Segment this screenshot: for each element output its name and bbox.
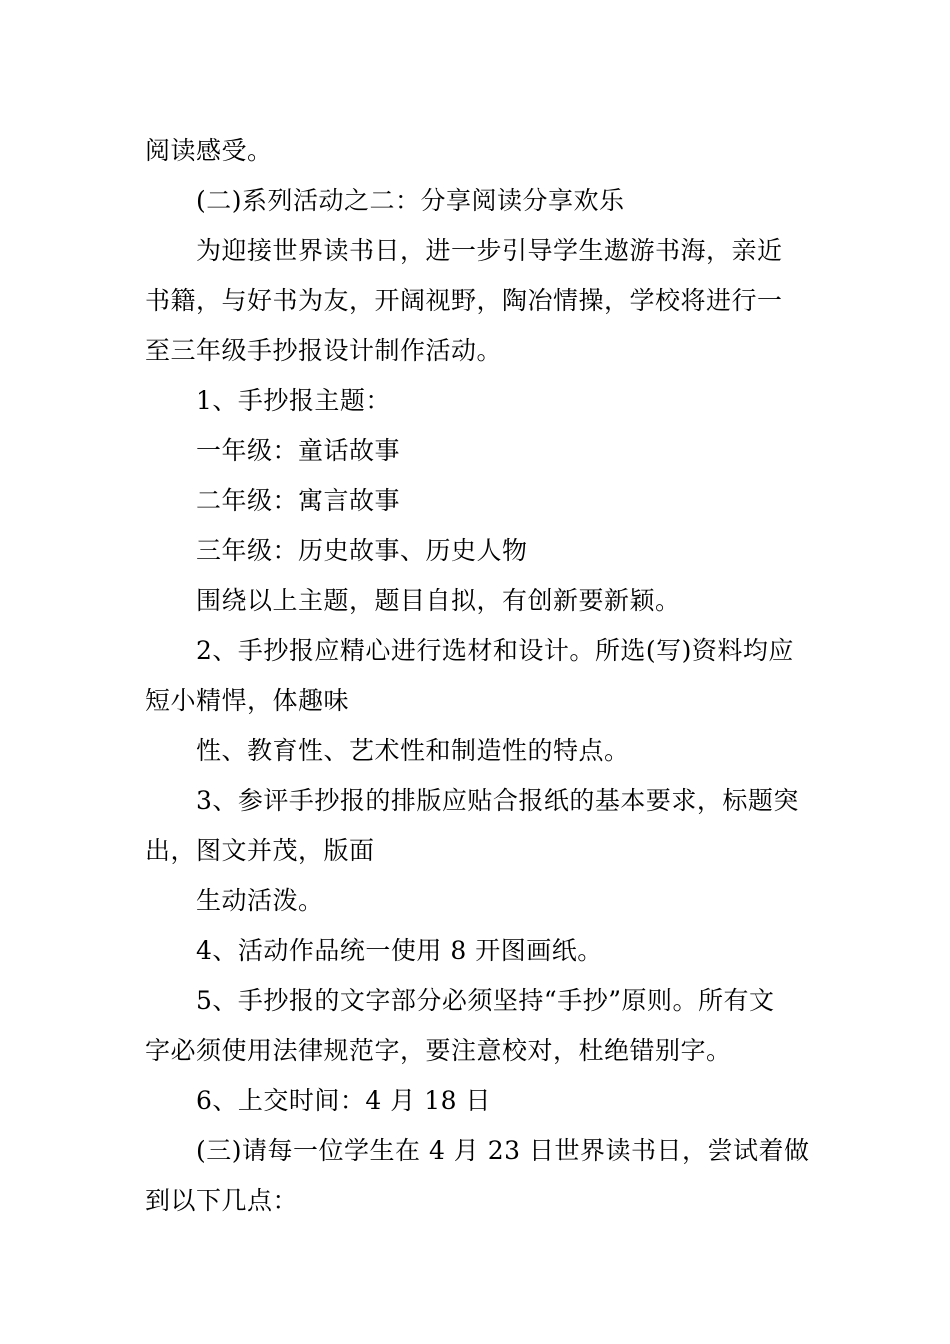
text-line-10: 围绕以上主题，题目自拟，有创新要新颖。 — [196, 586, 681, 615]
text-line-3: 为迎接世界读书日，进一步引导学生遨游书海，亲近 — [196, 236, 783, 265]
text-line-5: 至三年级手抄报设计制作活动。 — [145, 336, 503, 365]
list-item-6: 6、上交时间：4 月 18 日 — [196, 1086, 491, 1115]
text-line-12: 短小精悍，体趣味 — [145, 686, 350, 715]
text-line-13: 性、教育性、艺术性和制造性的特点。 — [196, 736, 630, 765]
grade-2-theme: 二年级：寓言故事 — [196, 486, 401, 515]
document-body — [145, 126, 810, 1226]
list-item-5: 5、手抄报的文字部分必须坚持“手抄”原则。所有文 — [196, 986, 775, 1015]
section-heading-3: (三)请每一位学生在 4 月 23 日世界读书日，尝试着做 — [196, 1136, 810, 1165]
grade-3-theme: 三年级：历史故事、历史人物 — [196, 536, 528, 565]
list-item-2: 2、手抄报应精心进行选材和设计。所选(写)资料均应 — [196, 636, 794, 665]
text-line-1: 阅读感受。 — [145, 136, 273, 165]
text-line-16: 生动活泼。 — [196, 886, 324, 915]
text-line-22: 到以下几点： — [145, 1186, 299, 1215]
text-line-15: 出，图文并茂，版面 — [145, 836, 375, 865]
text-line-19: 字必须使用法律规范字，要注意校对，杜绝错别字。 — [145, 1036, 732, 1065]
list-item-4: 4、活动作品统一使用 8 开图画纸。 — [196, 936, 603, 965]
section-heading-2: (二)系列活动之二：分享阅读分享欢乐 — [196, 186, 625, 215]
list-item-1-heading: 1、手抄报主题： — [196, 386, 391, 415]
text-line-4: 书籍，与好书为友，开阔视野，陶冶情操，学校将进行一 — [145, 286, 783, 315]
grade-1-theme: 一年级：童话故事 — [196, 436, 401, 465]
list-item-3: 3、参评手抄报的排版应贴合报纸的基本要求，标题突 — [196, 786, 799, 815]
